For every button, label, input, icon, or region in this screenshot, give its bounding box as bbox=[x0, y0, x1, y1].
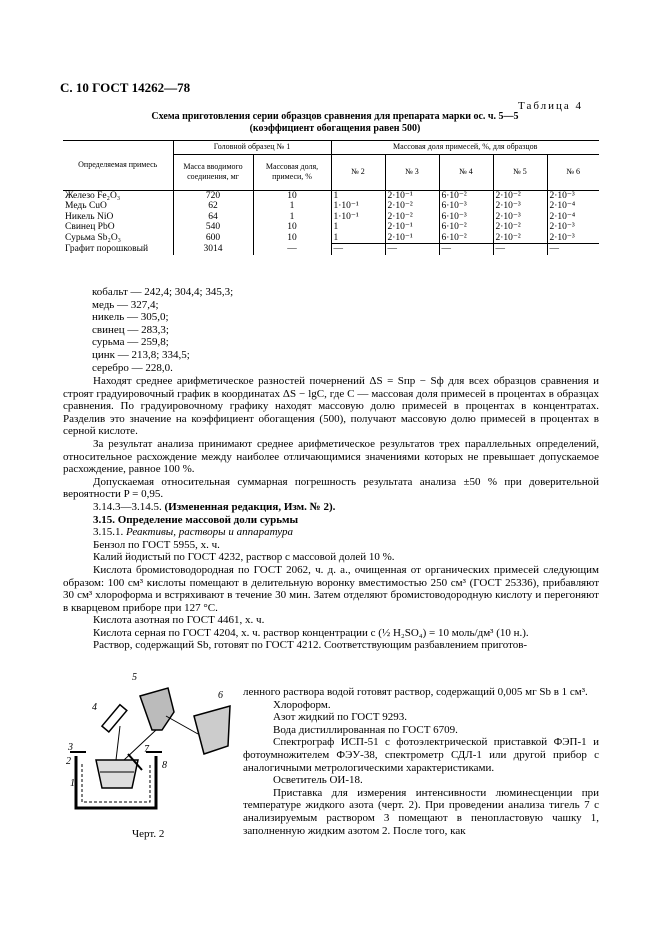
cell: Медь CuO bbox=[65, 201, 107, 211]
table-body bbox=[63, 190, 599, 255]
cell: 600 bbox=[173, 233, 253, 244]
paragraph: Находят среднее арифметическое разностей почернений ΔS = Sпр − Sф для всех образцов сравнения и строят градуировочный график в координатах ΔS − lgC, где C — массовая доля примесей в процентах в образцах сравнения. По градуировочному графику находят массовую долю примесей в процентах в концентратах. Разделив это значение на коэффициент обогащения (500), получают массовую долю примесей в процентах в серной кислоте. bbox=[63, 375, 599, 438]
emission-beam bbox=[124, 730, 156, 760]
table-title-line-2: (коэффициент обогащения равен 500) bbox=[249, 123, 421, 134]
cell: 10 bbox=[253, 190, 331, 201]
list-item: цинк — 213,8; 334,5; bbox=[92, 348, 190, 361]
paragraph: ленного раствора водой готовят раствор, содержащий 0,005 мг Sb в 1 см³. bbox=[243, 686, 588, 698]
cell: 2·10⁻² bbox=[493, 222, 547, 233]
table-row bbox=[63, 190, 599, 201]
list-item: свинец — 283,3; bbox=[92, 323, 169, 336]
cell: 1·10⁻¹ bbox=[331, 212, 385, 223]
cell: 540 bbox=[173, 222, 253, 233]
label-4: 4 bbox=[92, 702, 97, 713]
list-item: кобальт — 242,4; 304,4; 345,3; bbox=[92, 286, 234, 298]
cell: 6·10⁻² bbox=[439, 222, 493, 233]
cell: — bbox=[253, 244, 331, 255]
paragraph: За результат анализа принимают среднее арифметическое результатов трех параллельных определений, относительное расхождение между наиболее отличающимися значениями которых не превышает допускаемое расхождение, равное 100 %. bbox=[63, 437, 599, 476]
header-head-sample: Головной образец № 1 bbox=[173, 141, 331, 155]
list-item: сурьма — 259,8; bbox=[92, 336, 169, 349]
edit-ref: 3.14.3—3.14.5. bbox=[93, 500, 162, 513]
cell: 6·10⁻² bbox=[439, 190, 493, 201]
table-row bbox=[63, 222, 599, 233]
cell: 64 bbox=[173, 212, 253, 223]
header-impurity: Определяемая примесь bbox=[63, 141, 173, 191]
cell: 6·10⁻³ bbox=[439, 201, 493, 212]
cell: 2·10⁻³ bbox=[493, 201, 547, 212]
header-mass: Масса вводимого соединения, мг bbox=[173, 154, 253, 190]
subsection-number: 3.15.1. bbox=[93, 526, 124, 539]
cell: Сурьма Sb₂O₃ bbox=[65, 232, 121, 243]
cell: Никель NiO bbox=[65, 211, 114, 222]
cell: 2·10⁻⁴ bbox=[547, 212, 599, 223]
table-title bbox=[72, 111, 598, 135]
header-massfrac: Массовая доля, примеси, % bbox=[253, 154, 331, 190]
cell: — bbox=[331, 244, 385, 255]
paragraph: Азот жидкий по ГОСТ 9293. bbox=[273, 711, 407, 724]
section-heading: 3.15. Определение массовой доли сурьмы bbox=[93, 513, 299, 526]
edit-note-text: (Измененная редакция, Изм. № 2). bbox=[164, 500, 336, 513]
label-1: 1 bbox=[70, 778, 75, 789]
cell: 6·10⁻³ bbox=[439, 212, 493, 223]
header-col-3: № 3 bbox=[385, 154, 439, 190]
cell: 1 bbox=[331, 233, 385, 244]
light-source-shape bbox=[102, 705, 127, 732]
cell: 2·10⁻¹ bbox=[385, 190, 439, 201]
cell: 1 bbox=[331, 190, 385, 201]
cell: 1·10⁻¹ bbox=[331, 201, 385, 212]
figure-2-diagram bbox=[58, 668, 238, 818]
subsection-heading bbox=[63, 526, 599, 539]
label-5: 5 bbox=[132, 672, 137, 683]
paragraph: Допускаемая относительная суммарная погрешность результата анализа ±50 % при доверительной вероятности P = 0,95. bbox=[63, 475, 599, 501]
header-col-6: № 6 bbox=[547, 154, 599, 190]
list-item: серебро — 228,0. bbox=[92, 361, 173, 374]
paragraph: Бензол по ГОСТ 5955, х. ч. bbox=[93, 538, 220, 551]
list-item: никель — 305,0; bbox=[92, 311, 169, 324]
table-row bbox=[63, 244, 599, 255]
cell: 2·10⁻¹ bbox=[385, 222, 439, 233]
cell: 2·10⁻² bbox=[493, 190, 547, 201]
cell: 2·10⁻³ bbox=[547, 233, 599, 244]
paragraph: Вода дистиллированная по ГОСТ 6709. bbox=[273, 723, 458, 736]
cell: 720 bbox=[173, 190, 253, 201]
samples-table bbox=[63, 140, 599, 255]
cell: 1 bbox=[331, 222, 385, 233]
cell: 1 bbox=[253, 212, 331, 223]
table-label: Таблица 4 bbox=[518, 100, 584, 112]
cell: 2·10⁻² bbox=[385, 201, 439, 212]
paragraph: Спектрограф ИСП-51 с фотоэлектрической приставкой ФЭП-1 и фотоумножителем ФЭУ-38, спектрометр СДЛ-1 или другой прибор с аналогичными метрологическими характеристиками. bbox=[243, 736, 599, 774]
table-row bbox=[63, 201, 599, 212]
cell: 1 bbox=[253, 201, 331, 212]
table-row bbox=[63, 212, 599, 223]
paragraph: Калий йодистый по ГОСТ 4232, раствор с массовой долей 10 %. bbox=[93, 551, 395, 564]
cell: 10 bbox=[253, 233, 331, 244]
paragraph: Кислота бромистоводородная по ГОСТ 2062, ч. д. а., очищенная от органических примесей следующим образом: 100 см³ кислоты помещают в делительную воронку вместимостью 250 см³ (ГОСТ 25336), прибавляют 30 см³ хлороформа и встряхивают в течение 30 мин. Затем отделяют бромистоводородную кислоту и перегоняют в кварцевом приборе при 127 °С. bbox=[63, 563, 599, 614]
optical-path bbox=[166, 716, 198, 734]
cell: — bbox=[439, 244, 493, 255]
paragraph: Приставка для измерения интенсивности люминесценции при температуре жидкого азота (черт. 2). При проведении анализа тигель 7 с анализируемым раствором 3 помещают в пенопластовую чашку 1, заполненную жидким азотом 2. После того, как bbox=[243, 786, 599, 837]
header-col-4: № 4 bbox=[439, 154, 493, 190]
label-7: 7 bbox=[144, 744, 149, 755]
paragraph: Раствор, содержащий Sb, готовят по ГОСТ 4212. Соответствующим разбавлением приготов- bbox=[93, 639, 528, 652]
edit-note bbox=[63, 501, 599, 514]
cell: Железо Fe₂O₃ bbox=[65, 190, 121, 201]
crucible-shape bbox=[96, 760, 138, 788]
cell: Свинец PbO bbox=[65, 222, 115, 232]
wavelength-list bbox=[92, 286, 233, 374]
cell: 2·10⁻³ bbox=[547, 190, 599, 201]
label-6: 6 bbox=[218, 690, 223, 701]
paragraph: Кислота азотная по ГОСТ 4461, х. ч. bbox=[93, 614, 265, 627]
cell: Графит порошковый bbox=[65, 243, 149, 254]
cell: 62 bbox=[173, 201, 253, 212]
body-text bbox=[63, 375, 599, 652]
table-title-line-1: Схема приготовления серии образцов сравнения для препарата марки ос. ч. 5—5 bbox=[151, 111, 519, 122]
paragraph: Осветитель ОИ-18. bbox=[273, 774, 363, 787]
cell: 2·10⁻³ bbox=[547, 222, 599, 233]
paragraph: Кислота серная по ГОСТ 4204, х. ч. раствор концентрации с (½ H₂SO₄) = 10 моль/дм³ (10 н.). bbox=[93, 626, 529, 639]
cell: 2·10⁻³ bbox=[493, 212, 547, 223]
cell: 3014 bbox=[173, 244, 253, 255]
label-2: 2 bbox=[66, 756, 71, 767]
header-col-5: № 5 bbox=[493, 154, 547, 190]
lens-housing-shape bbox=[140, 688, 174, 730]
monochromator-shape bbox=[194, 706, 230, 754]
subsection-title: Реактивы, растворы и аппаратура bbox=[126, 526, 294, 539]
header-col-2: № 2 bbox=[331, 154, 385, 190]
label-8: 8 bbox=[162, 760, 167, 771]
page-header: С. 10 ГОСТ 14262—78 bbox=[60, 80, 191, 95]
cell: 2·10⁻² bbox=[493, 233, 547, 244]
light-beam bbox=[116, 726, 120, 760]
cell: 2·10⁻⁴ bbox=[547, 201, 599, 212]
cell: 2·10⁻¹ bbox=[385, 233, 439, 244]
label-3: 3 bbox=[68, 742, 73, 753]
cell: — bbox=[547, 244, 599, 255]
cell: 2·10⁻² bbox=[385, 212, 439, 223]
right-column-text bbox=[243, 686, 599, 837]
table-row bbox=[63, 233, 599, 244]
cell: — bbox=[385, 244, 439, 255]
figure-caption: Черт. 2 bbox=[132, 828, 165, 840]
list-item: медь — 327,4; bbox=[92, 298, 159, 311]
cell: — bbox=[493, 244, 547, 255]
cell: 6·10⁻² bbox=[439, 233, 493, 244]
cell: 10 bbox=[253, 222, 331, 233]
header-fraction: Массовая доля примесей, %, для образцов bbox=[331, 141, 599, 155]
paragraph: Хлороформ. bbox=[273, 698, 331, 711]
